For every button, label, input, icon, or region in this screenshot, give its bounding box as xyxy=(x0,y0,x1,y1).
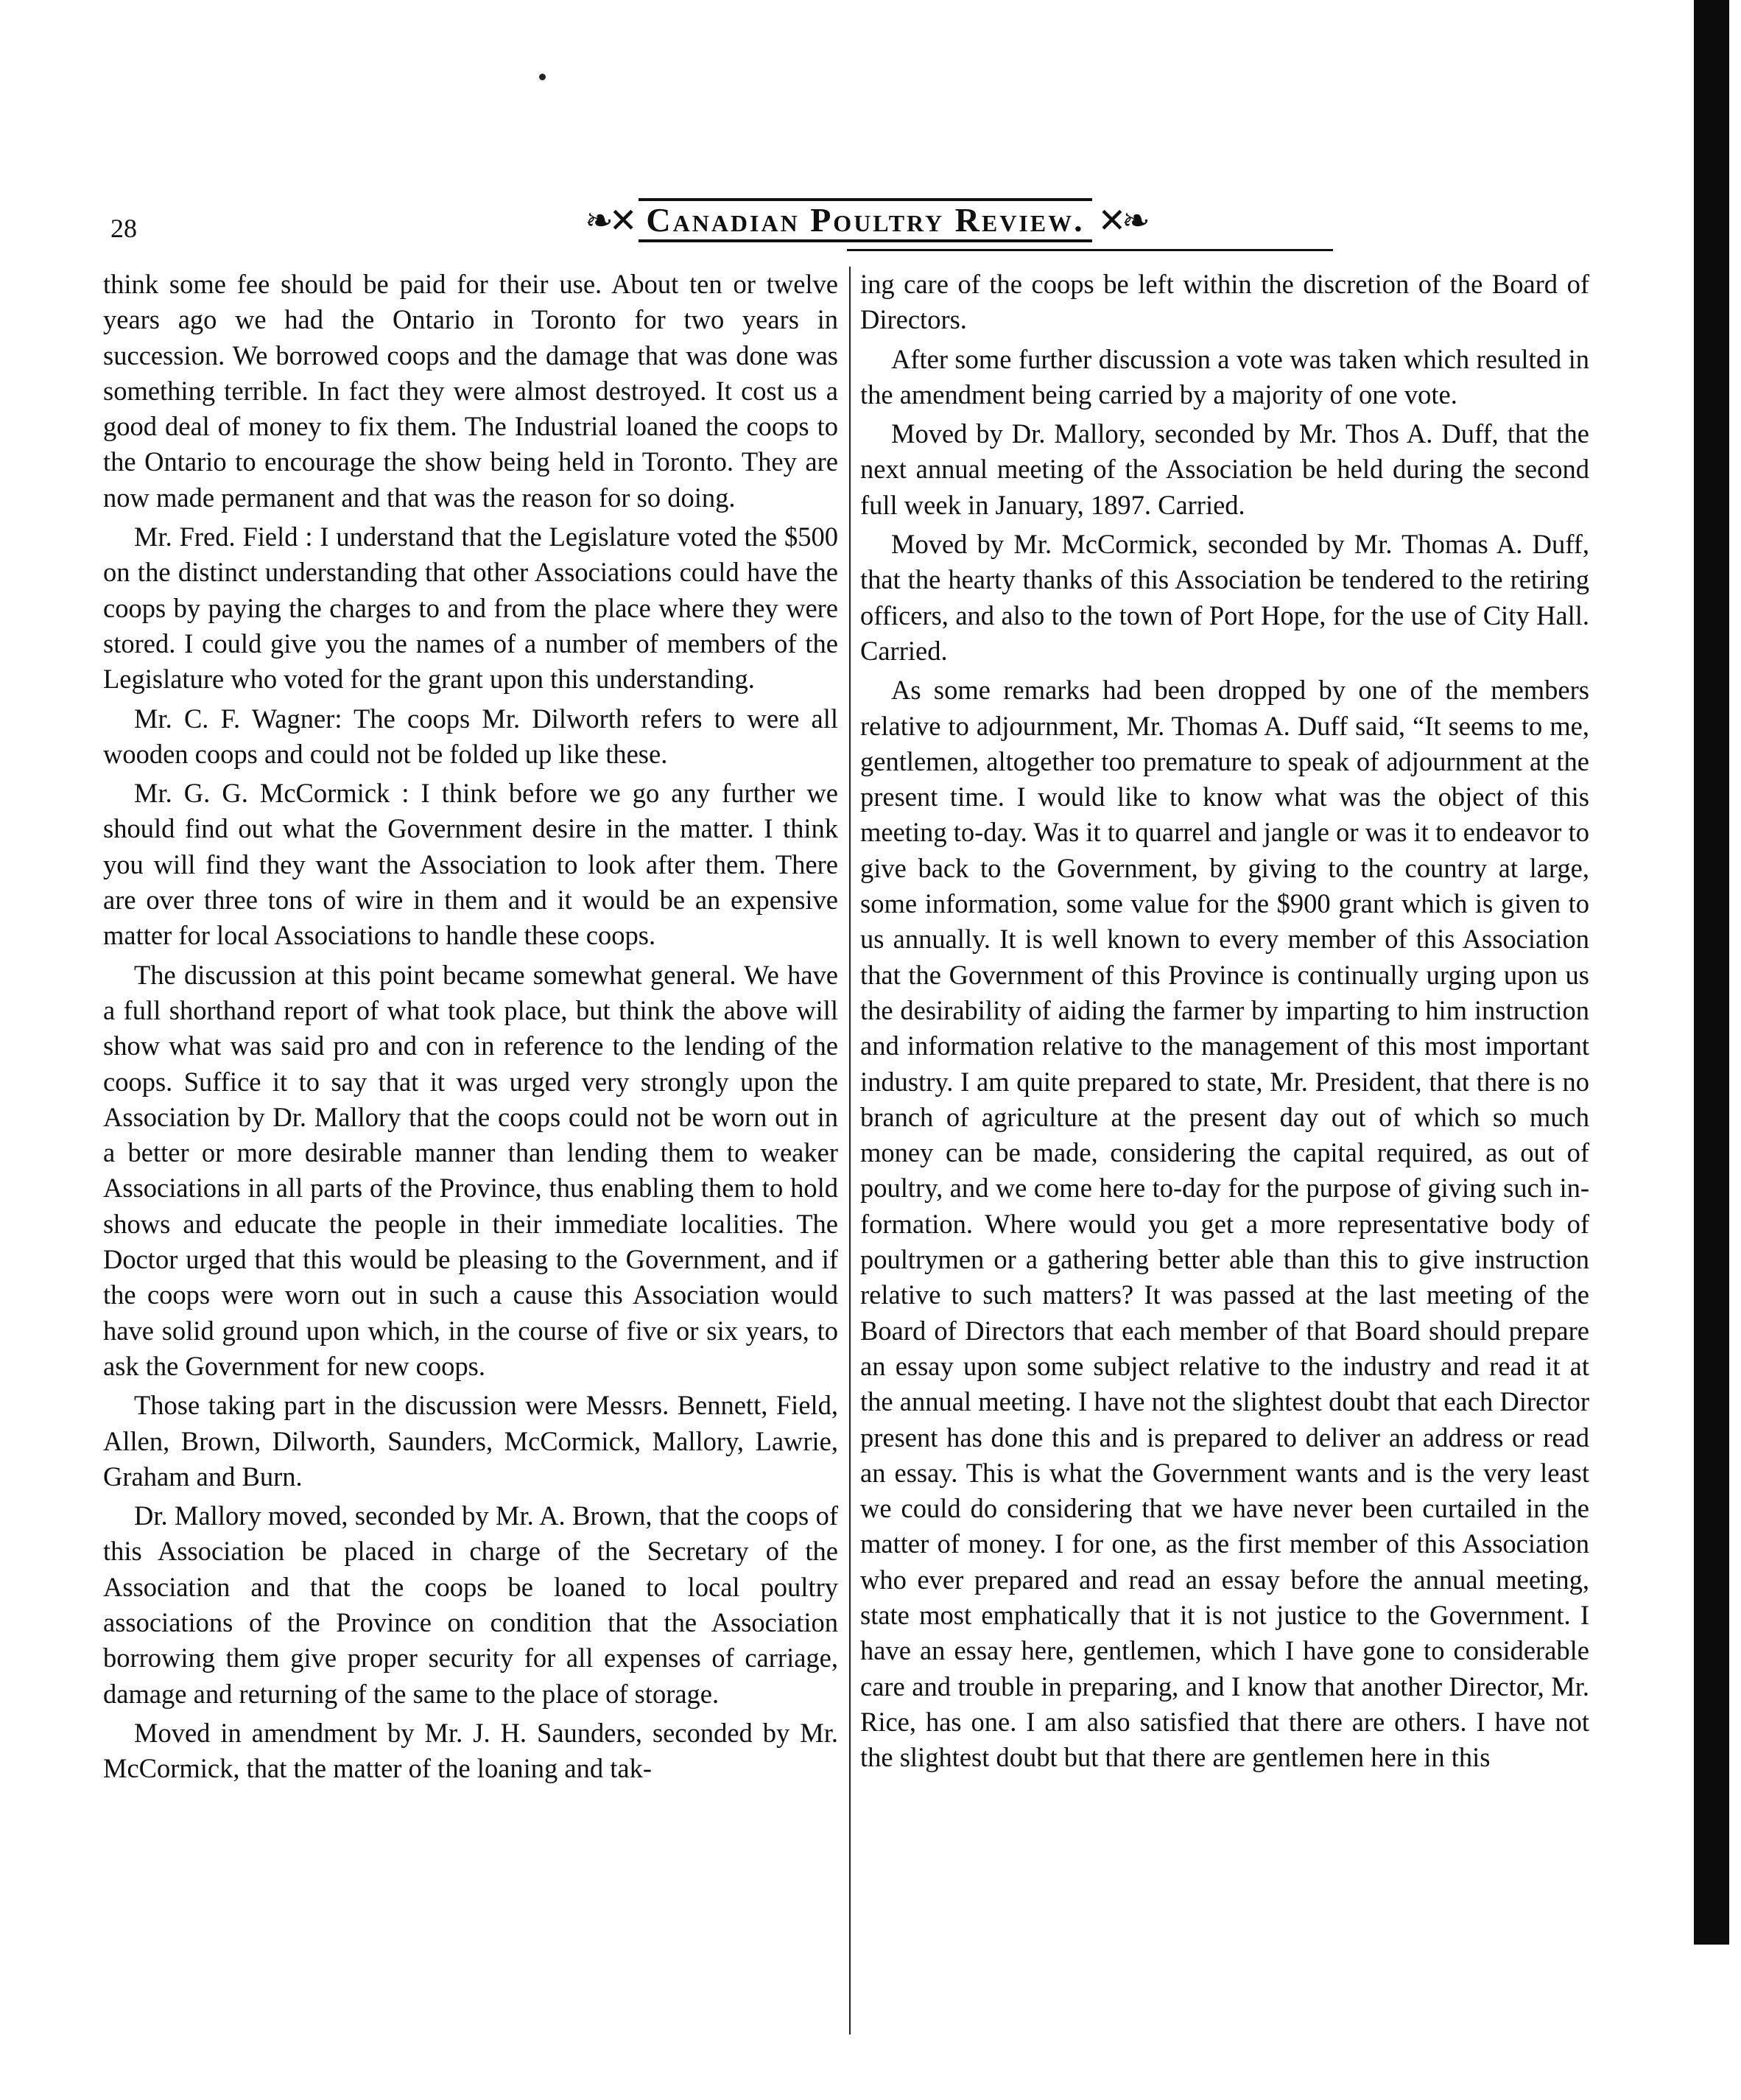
paragraph: After some further discussion a vote was taken which resulted in the amendment being carried by a majority of one vote. xyxy=(860,343,1589,410)
masthead xyxy=(574,190,1156,250)
paragraph: The discussion at this point became somewhat general. We have a full shorthand report of what took place, but think the above will show what was said pro and con in reference to the lending of the coops. Suffice it to say that it was urged very strongly upon the Association by Dr. Mallory that the coops could not be worn out in a better or more desirable manner than lending them to weaker Associations in all parts of the Province, thus enabling them to hold shows and educate the people in their immediate localities. The Doctor urged that this would be pleasing to the Government, and if the coops were worn out in such a cause this Association would have solid ground upon which, in the course of five or six years, to ask the Government for new coops. xyxy=(103,959,838,1381)
paragraph: ing care of the coops be left within the discretion of the Board of Directors. xyxy=(860,269,1589,335)
header-rule xyxy=(847,249,1333,251)
paragraph: Moved by Mr. McCormick, seconded by Mr. Thomas A. Duff, that the hearty thanks of this Association be tendered to the retiring officers, and also to the town of Port Hope, for the use of City Hall. Carried. xyxy=(860,529,1589,666)
paragraph: Mr. G. G. McCormick : I think before we go any further we should find out what the Government desire in the matter. I think you will find they want the Association to look after them. There are over three tons of wire in them and it would be an expensive matter for local Associations to handle these coops. xyxy=(103,778,838,951)
page-number: 28 xyxy=(110,214,137,243)
scan-speck xyxy=(539,74,546,80)
paragraph: As some remarks had been dropped by one of the members relative to adjournment, Mr. Thomas A. Duff said, “It seems to me, gentlemen, altogether too premature to speak of adjournment at the present time. I would like to know what was the object of this meeting to-day. Was it to quarrel and jangle or was it to endeavor to give back to the Government, by giving to the country at large, some information, some value for the $900 grant which is given to us annually. It is well known to every member of this Association that the Government of this Province is continually urging upon us the desirability of aiding the farmer by imparting to him instruction and information relative to the management of this most important industry. I am quite prepared to state, Mr. President, that there is no branch of agriculture at the present day out of which so much money can be made, considering the capital required, as out of poultry, and we come here to-day for the purpose of giving such information. Where would you get a more representative body of poultrymen or a gathering better able than this to give instruction relative to such matters? It was passed at the last meeting of the Board of Directors that each member of that Board should prepare an essay upon some subject relative to the industry and read it at the annual meeting. I have not the slightest doubt that each Director present has done this and is prepared to deliver an address or read an essay. This is what the Government wants and is the very least we could do considering that we have never been curtailed in the matter of money. I for one, as the first member of this Association who ever prepared and read an essay before the annual meeting, state most emphatically that it is not justice to the Government. I have an essay here, gentlemen, which I have gone to considerable care and trouble in preparing, and I know that another Director, Mr. Rice, has one. I am also satisfied that there are others. I have not the slightest doubt but that there are gentlemen here in this xyxy=(860,675,1589,1773)
left-column xyxy=(103,267,838,2034)
paragraph: Moved by Dr. Mallory, seconded by Mr. Thos A. Duff, that the next annual meeting of the Association be held during the second full week in January, 1897. Carried. xyxy=(860,418,1589,520)
paragraph: Mr. Fred. Field : I understand that the Legislature voted the $500 on the distinct understanding that other Associations could have the coops by paying the charges to and from the place where they were stored. I could give you the names of a number of members of the Legislature who voted for the grant upon this understanding. xyxy=(103,522,838,695)
column-divider xyxy=(849,267,851,2034)
ornament-left-icon: ❧✕ xyxy=(585,202,633,239)
paragraph: think some fee should be paid for their use. About ten or twelve years ago we had the Ontario in Toronto for two years in succession. We borrowed coops and the damage that was done was something terrible. In fact they were almost destroyed. It cost us a good deal of money to fix them. The Industrial loaned the coops to the Ontario to encourage the show being held in Toronto. They are now made permanent and that was the reason for so doing. xyxy=(103,269,838,513)
paragraph: Dr. Mallory moved, seconded by Mr. A. Brown, that the coops of this Association be placed in charge of the Secretary of the Association and that the coops be loaned to local poultry associations of the Province on condition that the Association borrowing them give proper security for all expenses of carriage, damage and returning of the same to the place of storage. xyxy=(103,1500,838,1709)
ornament-right-icon: ✕❧ xyxy=(1097,202,1146,239)
paragraph: Moved in amendment by Mr. J. H. Saunders, seconded by Mr. McCormick, that the matter of the loaning and tak- xyxy=(103,1717,838,1784)
paragraph: Mr. C. F. Wagner: The coops Mr. Dilworth refers to were all wooden coops and could not be folded up like these. xyxy=(103,703,838,769)
paragraph: Those taking part in the discussion were Messrs. Bennett, Field, Allen, Brown, Dilworth, Saunders, McCormick, Mallory, Lawrie, Graham and Burn. xyxy=(103,1390,838,1492)
right-column xyxy=(860,267,1589,2034)
masthead-title: Canadian Poultry Review. xyxy=(639,198,1091,242)
scan-edge-shadow xyxy=(1694,0,1729,1945)
